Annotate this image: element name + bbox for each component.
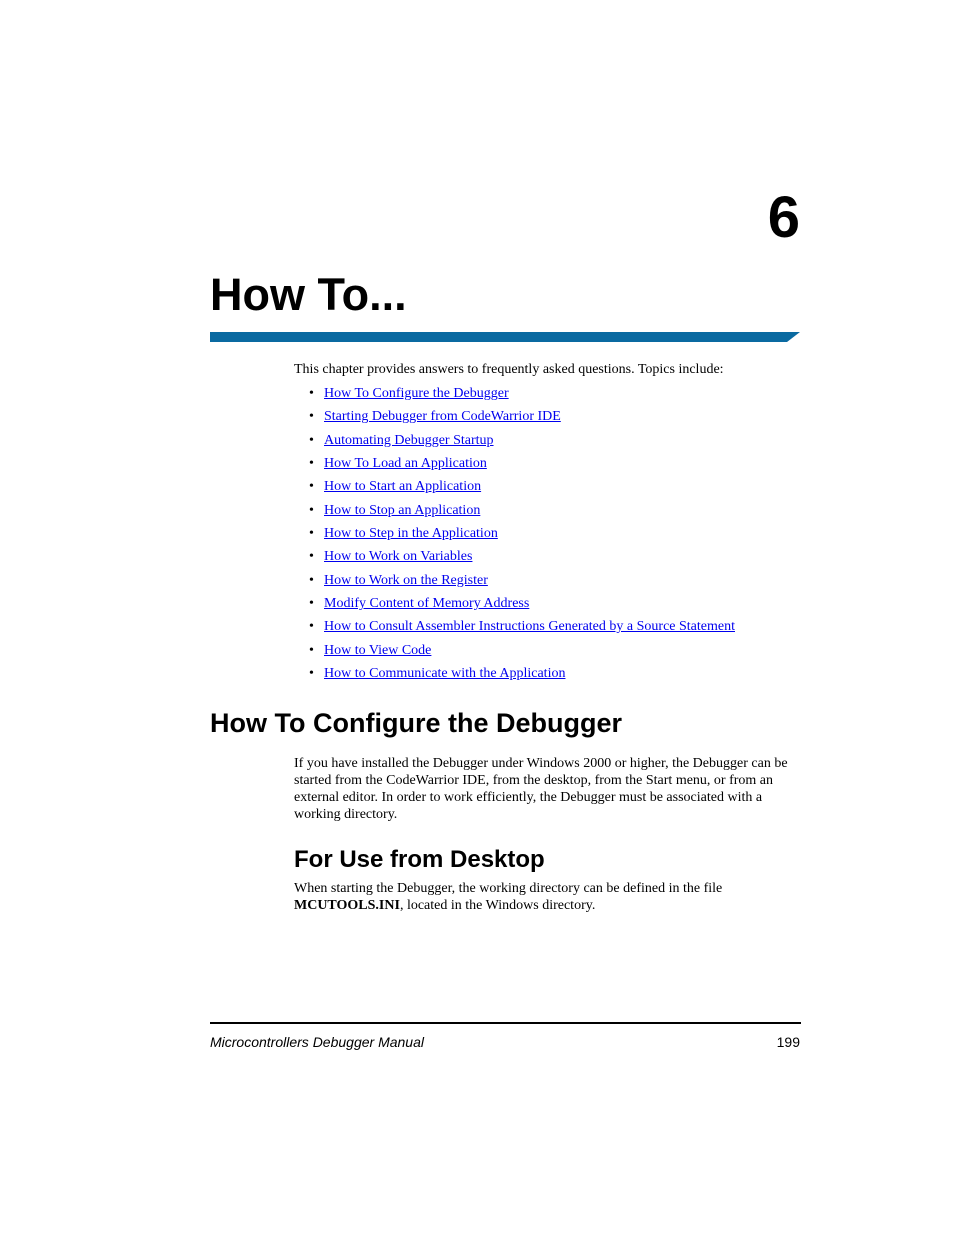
- bullet-icon: •: [309, 549, 314, 565]
- footer-manual-title: Microcontrollers Debugger Manual: [210, 1034, 424, 1050]
- topic-link[interactable]: How to Start an Application: [324, 479, 482, 495]
- bullet-icon: •: [309, 619, 314, 635]
- topic-link[interactable]: How To Configure the Debugger: [324, 386, 509, 401]
- title-bar-decoration: [210, 332, 800, 342]
- bullet-icon: •: [309, 572, 314, 588]
- bullet-icon: •: [309, 409, 314, 425]
- subsection-heading: For Use from Desktop: [294, 846, 545, 873]
- bullet-icon: •: [309, 479, 314, 495]
- subsection-paragraph: [294, 880, 804, 914]
- topic-link[interactable]: How to Work on Variables: [324, 549, 473, 565]
- list-item: [294, 547, 735, 570]
- list-item: [294, 641, 735, 664]
- bullet-icon: •: [309, 386, 314, 401]
- topic-link[interactable]: How to Communicate with the Application: [324, 666, 566, 682]
- list-item: [294, 407, 735, 430]
- bullet-icon: •: [309, 642, 314, 658]
- list-item: [294, 384, 735, 407]
- bullet-icon: •: [309, 432, 314, 448]
- intro-text: This chapter provides answers to frequently asked questions. Topics include:: [294, 362, 724, 377]
- page-number: 199: [776, 1034, 800, 1050]
- paragraph-text-start: When starting the Debugger, the working directory can be defined in the file: [294, 881, 723, 896]
- topic-link[interactable]: Modify Content of Memory Address: [324, 596, 530, 612]
- list-item: [294, 664, 735, 687]
- topic-link[interactable]: How to Step in the Application: [324, 526, 498, 542]
- topic-link[interactable]: How to Consult Assembler Instructions Generated by a Source Statement: [324, 619, 735, 635]
- topic-link[interactable]: Starting Debugger from CodeWarrior IDE: [324, 409, 561, 425]
- paragraph-text-end: , located in the Windows directory.: [399, 898, 596, 913]
- list-item: [294, 477, 735, 500]
- topic-link[interactable]: How to Work on the Register: [324, 572, 488, 588]
- topic-link[interactable]: How to Stop an Application: [324, 502, 481, 518]
- section-heading: How To Configure the Debugger: [210, 708, 622, 738]
- bullet-icon: •: [309, 502, 314, 518]
- list-item: [294, 431, 735, 454]
- chapter-title: How To...: [210, 269, 407, 320]
- chapter-number: 6: [767, 185, 800, 250]
- topic-list: [294, 384, 735, 687]
- list-item: [294, 501, 735, 524]
- topic-link[interactable]: How To Load an Application: [324, 456, 487, 472]
- list-item: [294, 594, 735, 617]
- bullet-icon: •: [309, 596, 314, 612]
- list-item: [294, 617, 735, 640]
- list-item: [294, 524, 735, 547]
- bullet-icon: •: [309, 456, 314, 472]
- footer-rule: [210, 1022, 801, 1024]
- list-item: [294, 571, 735, 594]
- filename-text: MCUTOOLS.INI: [294, 898, 400, 913]
- bullet-icon: •: [309, 666, 314, 682]
- list-item: [294, 454, 735, 477]
- topic-link[interactable]: How to View Code: [324, 642, 432, 658]
- bullet-icon: •: [309, 526, 314, 542]
- topic-link[interactable]: Automating Debugger Startup: [324, 432, 494, 448]
- section-paragraph: If you have installed the Debugger under Windows 2000 or higher, the Debugger can be started from the CodeWarrior IDE, from the desktop, from the Start menu, or from an external editor. In order to work efficiently, the Debugger must be associated with a working directory.: [294, 756, 788, 822]
